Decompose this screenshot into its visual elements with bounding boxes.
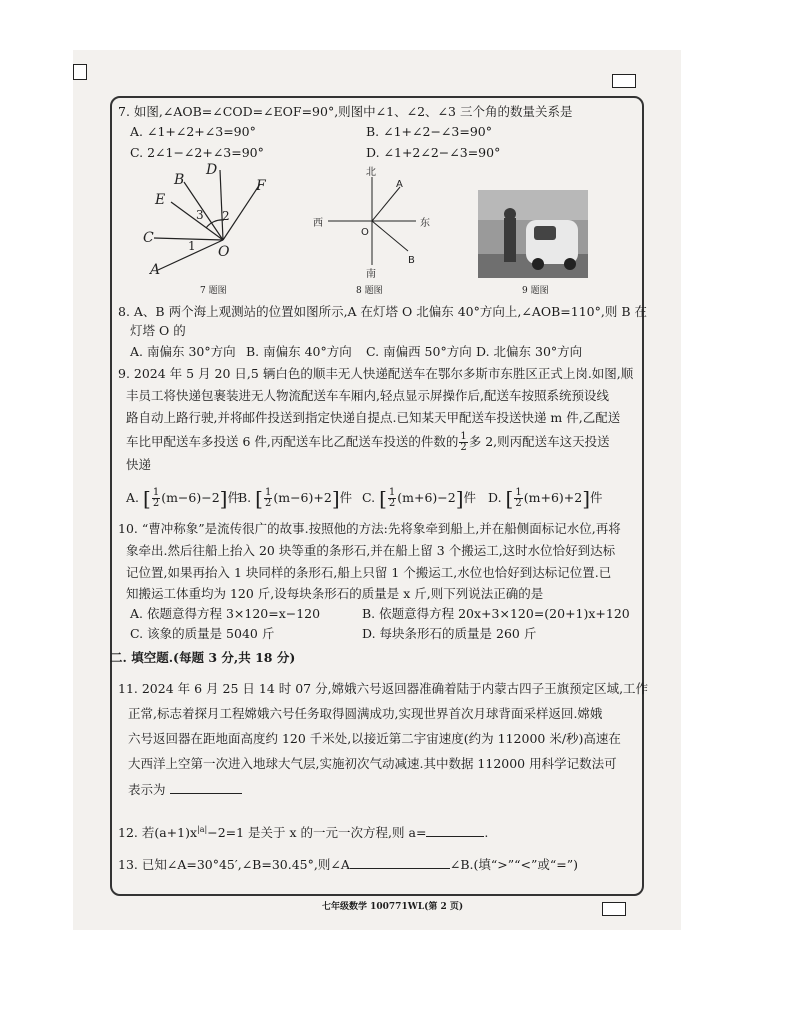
q7-option-c: C. 2∠1−∠2+∠3=90°: [130, 145, 264, 160]
caption-fig7: 7 题图: [200, 286, 227, 296]
q9-line4-a: 车比甲配送车多投送 6 件,丙配送车比乙配送车投送的件数的: [126, 434, 459, 449]
q9-line4-b: 多 2,则丙配送车这天投送: [468, 434, 610, 449]
q11-line4: 大西洋上空第一次进入地球大气层,实施初次气动减速.其中数据 112000 用科学记数法可: [128, 756, 617, 771]
q10-line4: 知搬运工体重均为 120 斤,设每块条形石的质量是 x 斤,则下列说法正确的是: [126, 586, 544, 601]
q7-option-d: D. ∠1+2∠2−∠3=90°: [366, 145, 501, 160]
fig8-label-b: B: [408, 255, 415, 266]
corner-mark-top-left: [73, 64, 87, 80]
fig7-label-o: O: [218, 244, 230, 260]
q9-line4: [126, 432, 610, 453]
section-fill-in-title: 二. 填空题.(每题 3 分,共 18 分): [110, 650, 296, 665]
q13-answer-blank[interactable]: [350, 856, 450, 869]
q9-option-a: A. [ $\frac{1}{2}$ (m−6)−2]件: [126, 486, 240, 511]
fig7-label-d: D: [206, 162, 218, 178]
q7-option-a: A. ∠1+∠2+∠3=90°: [130, 124, 256, 139]
fig8-north: 北: [366, 167, 376, 178]
q9-line2: 丰员工将快递包裹装进无人物流配送车车厢内,轻点显示屏操作后,配送车按照系统预设线: [126, 388, 609, 403]
q10-option-d: D. 每块条形石的质量是 260 斤: [362, 626, 537, 641]
figure-8-compass: [308, 165, 438, 280]
q11-line3: 六号返回器在距地面高度约 120 千米处,以接近第二宇宙速度(约为 112000 米/秒)高速在: [128, 731, 621, 746]
caption-fig8: 8 题图: [356, 286, 383, 296]
q10-option-c: C. 该象的质量是 5040 斤: [130, 626, 275, 641]
fig7-angle-1: 1: [188, 239, 196, 253]
fig7-label-c: C: [143, 230, 154, 246]
q12-answer-blank[interactable]: [426, 824, 484, 837]
q8-option-a: A. 南偏东 30°方向: [130, 344, 236, 359]
fig8-west: 西: [313, 218, 323, 229]
q10-option-a: A. 依题意得方程 3×120=x−120: [130, 606, 321, 621]
delivery-vehicle-photo: [478, 190, 588, 278]
q9-option-d: D. [ $\frac{1}{2}$ (m+6)+2]件: [488, 486, 603, 511]
fig7-label-a: A: [150, 262, 161, 278]
q9-option-c: C. [ $\frac{1}{2}$ (m+6)−2]件: [362, 486, 477, 511]
fig7-angle-2: 2: [222, 209, 230, 223]
fig8-label-o: O: [361, 227, 369, 238]
q9-line1: 9. 2024 年 5 月 20 日,5 辆白色的顺丰无人快递配送车在鄂尔多斯市东胜区正式上岗.如图,顺: [118, 366, 634, 381]
fig8-label-a: A: [396, 179, 403, 190]
page-footer: 七年级数学 100771WL(第 2 页): [322, 902, 464, 912]
q11-line1: 11. 2024 年 6 月 25 日 14 时 07 分,嫦娥六号返回器准确着陆于内蒙古四子王旗预定区域,工作: [118, 681, 649, 696]
fig7-label-f: F: [256, 178, 266, 194]
fig7-angle-3: 3: [196, 208, 204, 222]
q10-line1: 10. “曹冲称象”是流传很广的故事.按照他的方法:先将象牵到船上,并在船侧面标记水位,再将: [118, 521, 621, 536]
q10-line3: 记位置,如果再抬入 1 块同样的条形石,船上只留 1 个搬运工,水位也恰好到达标记位置.已: [126, 565, 612, 580]
corner-mark-top-right: [612, 74, 636, 88]
fig8-south: 南: [366, 269, 376, 280]
q8-option-c: C. 南偏西 50°方向: [366, 344, 472, 359]
q11-line2: 正常,标志着探月工程嫦娥六号任务取得圆满成功,实现世界首次月球背面采样返回.嫦娥: [128, 706, 603, 721]
fig8-east: 东: [420, 218, 430, 229]
figure-7-angles: [138, 162, 278, 280]
q7-option-b: B. ∠1+∠2−∠3=90°: [366, 124, 492, 139]
q8-line2: 灯塔 O 的: [130, 323, 186, 338]
q9-line3: 路自动上路行驶,并将邮件投送到指定快递自提点.已知某天甲配送车投送快递 m 件,乙配送: [126, 410, 621, 425]
q13-line: 13. 已知∠A=30°45′,∠B=30.45°,则∠A ∠B.(填“>”“<”或“=”): [118, 857, 578, 872]
q9-fraction: $\frac{1}{2}$: [460, 431, 467, 453]
q12-line: 12. 若$(a+1)x^{|a|}-2=1$ 是关于 x 的一元一次方程,则 a= .: [118, 825, 489, 841]
q8-line1: 8. A、B 两个海上观测站的位置如图所示,A 在灯塔 O 北偏东 40°方向上,∠AOB=110°,则 B 在: [118, 304, 647, 319]
q11-answer-blank[interactable]: [170, 781, 242, 794]
q10-line2: 象牵出.然后往船上抬入 20 块等重的条形石,并在船上留 3 个搬运工,这时水位恰好到达标: [126, 543, 616, 558]
q7-stem: 7. 如图,∠AOB=∠COD=∠EOF=90°,则图中∠1、∠2、∠3 三个角的数量关系是: [118, 104, 573, 119]
q8-option-d: D. 北偏东 30°方向: [476, 344, 583, 359]
q9-line5: 快递: [126, 457, 152, 472]
q8-option-b: B. 南偏东 40°方向: [246, 344, 352, 359]
q11-line5: 表示为: [128, 781, 242, 798]
corner-mark-bottom-right: [602, 902, 626, 916]
caption-fig9: 9 题图: [522, 286, 549, 296]
fig7-label-e: E: [155, 192, 166, 208]
fig7-label-b: B: [174, 172, 185, 188]
q9-option-b: B. [ $\frac{1}{2}$ (m−6)+2]件: [238, 486, 353, 511]
q10-option-b: B. 依题意得方程 20x+3×120=(20+1)x+120: [362, 606, 630, 621]
